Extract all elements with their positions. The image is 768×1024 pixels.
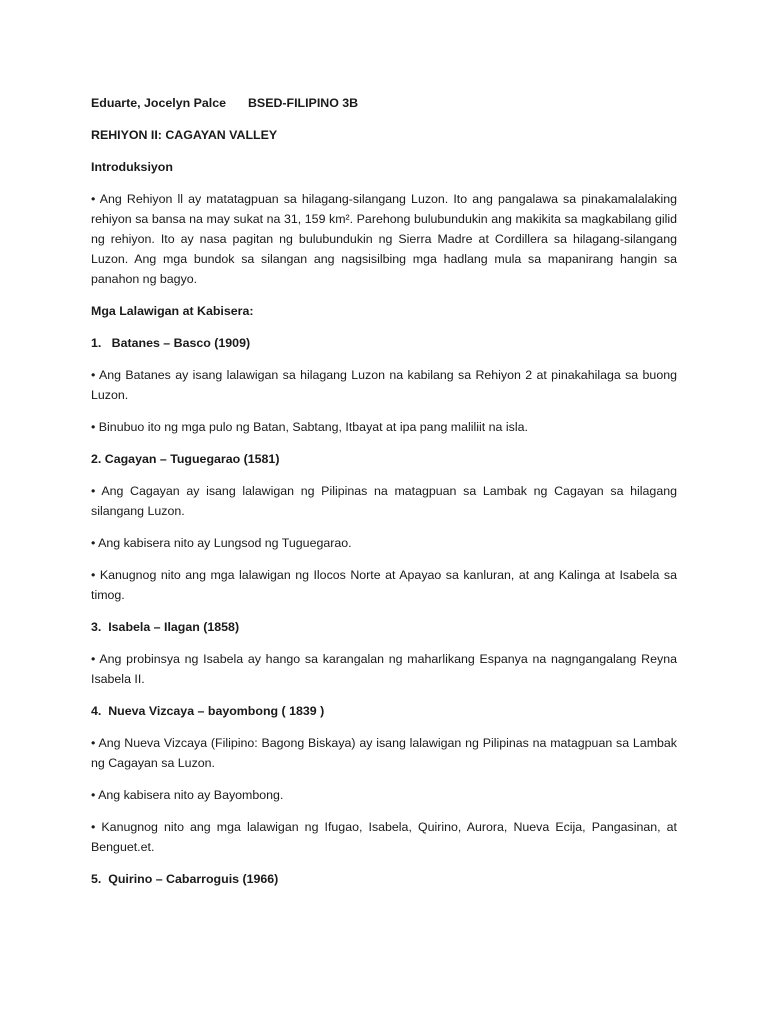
province-bullet: • Ang Cagayan ay isang lalawigan ng Pilipinas na matagpuan sa Lambak ng Cagayan sa hilagang silangang Luzon. — [91, 484, 677, 518]
course-label: BSED-FILIPINO 3B — [247, 96, 359, 110]
author-name: Eduarte, Jocelyn Palce — [91, 96, 226, 110]
province-heading-cagayan: 2. Cagayan – Tuguegarao (1581) — [91, 452, 280, 466]
province-bullet: • Binubuo ito ng mga pulo ng Batan, Sabtang, Itbayat at ipa pang maliliit na isla. — [91, 420, 528, 434]
province-heading-batanes: 1. Batanes – Basco (1909) — [91, 336, 251, 350]
province-bullet: • Kanugnog nito ang mga lalawigan ng Ilocos Norte at Apayao sa kanluran, at ang Kalinga at Isabela sa timog. — [91, 568, 677, 602]
province-heading-quirino: 5. Quirino – Cabarroguis (1966) — [91, 872, 279, 886]
provinces-heading: Mga Lalawigan at Kabisera: — [91, 304, 254, 318]
province-bullet: • Ang Batanes ay isang lalawigan sa hilagang Luzon na kabilang sa Rehiyon 2 at pinakahilaga sa buong Luzon. — [91, 368, 677, 402]
province-bullet: • Kanugnog nito ang mga lalawigan ng Ifugao, Isabela, Quirino, Aurora, Nueva Ecija, Pangasinan, at Benguet.et. — [91, 820, 677, 854]
author-line — [91, 93, 677, 113]
document-title: REHIYON II: CAGAYAN VALLEY — [91, 128, 278, 142]
province-bullet: • Ang kabisera nito ay Lungsod ng Tuguegarao. — [91, 536, 352, 550]
province-bullet: • Ang Nueva Vizcaya (Filipino: Bagong Biskaya) ay isang lalawigan ng Pilipinas na matagpuan sa Lambak ng Cagayan sa Luzon. — [91, 736, 677, 770]
province-heading-nueva-vizcaya: 4. Nueva Vizcaya – bayombong ( 1839 ) — [91, 704, 325, 718]
province-bullet: • Ang probinsya ng Isabela ay hango sa karangalan ng maharlikang Espanya na nagngangalang Reyna Isabela II. — [91, 652, 677, 686]
document-page — [91, 93, 677, 901]
province-heading-isabela: 3. Isabela – Ilagan (1858) — [91, 620, 240, 634]
intro-paragraph: • Ang Rehiyon ll ay matatagpuan sa hilagang-silangang Luzon. Ito ang pangalawa sa pinakamalalaking rehiyon sa bansa na may sukat na 31, 159 km². Parehong bulubundukin ang makikita sa magkabilang gilid ng rehiyon. Ito ay nasa pagitan ng bulubundukin ng Sierra Madre at Cordillera sa hilagang-silangang Luzon. Ang mga bundok sa silangan ang nagsisilbing mga hadlang mula sa mapanirang hangin sa panahon ng bagyo. — [91, 192, 677, 286]
intro-heading: Introduksiyon — [91, 160, 173, 174]
province-bullet: • Ang kabisera nito ay Bayombong. — [91, 788, 284, 802]
